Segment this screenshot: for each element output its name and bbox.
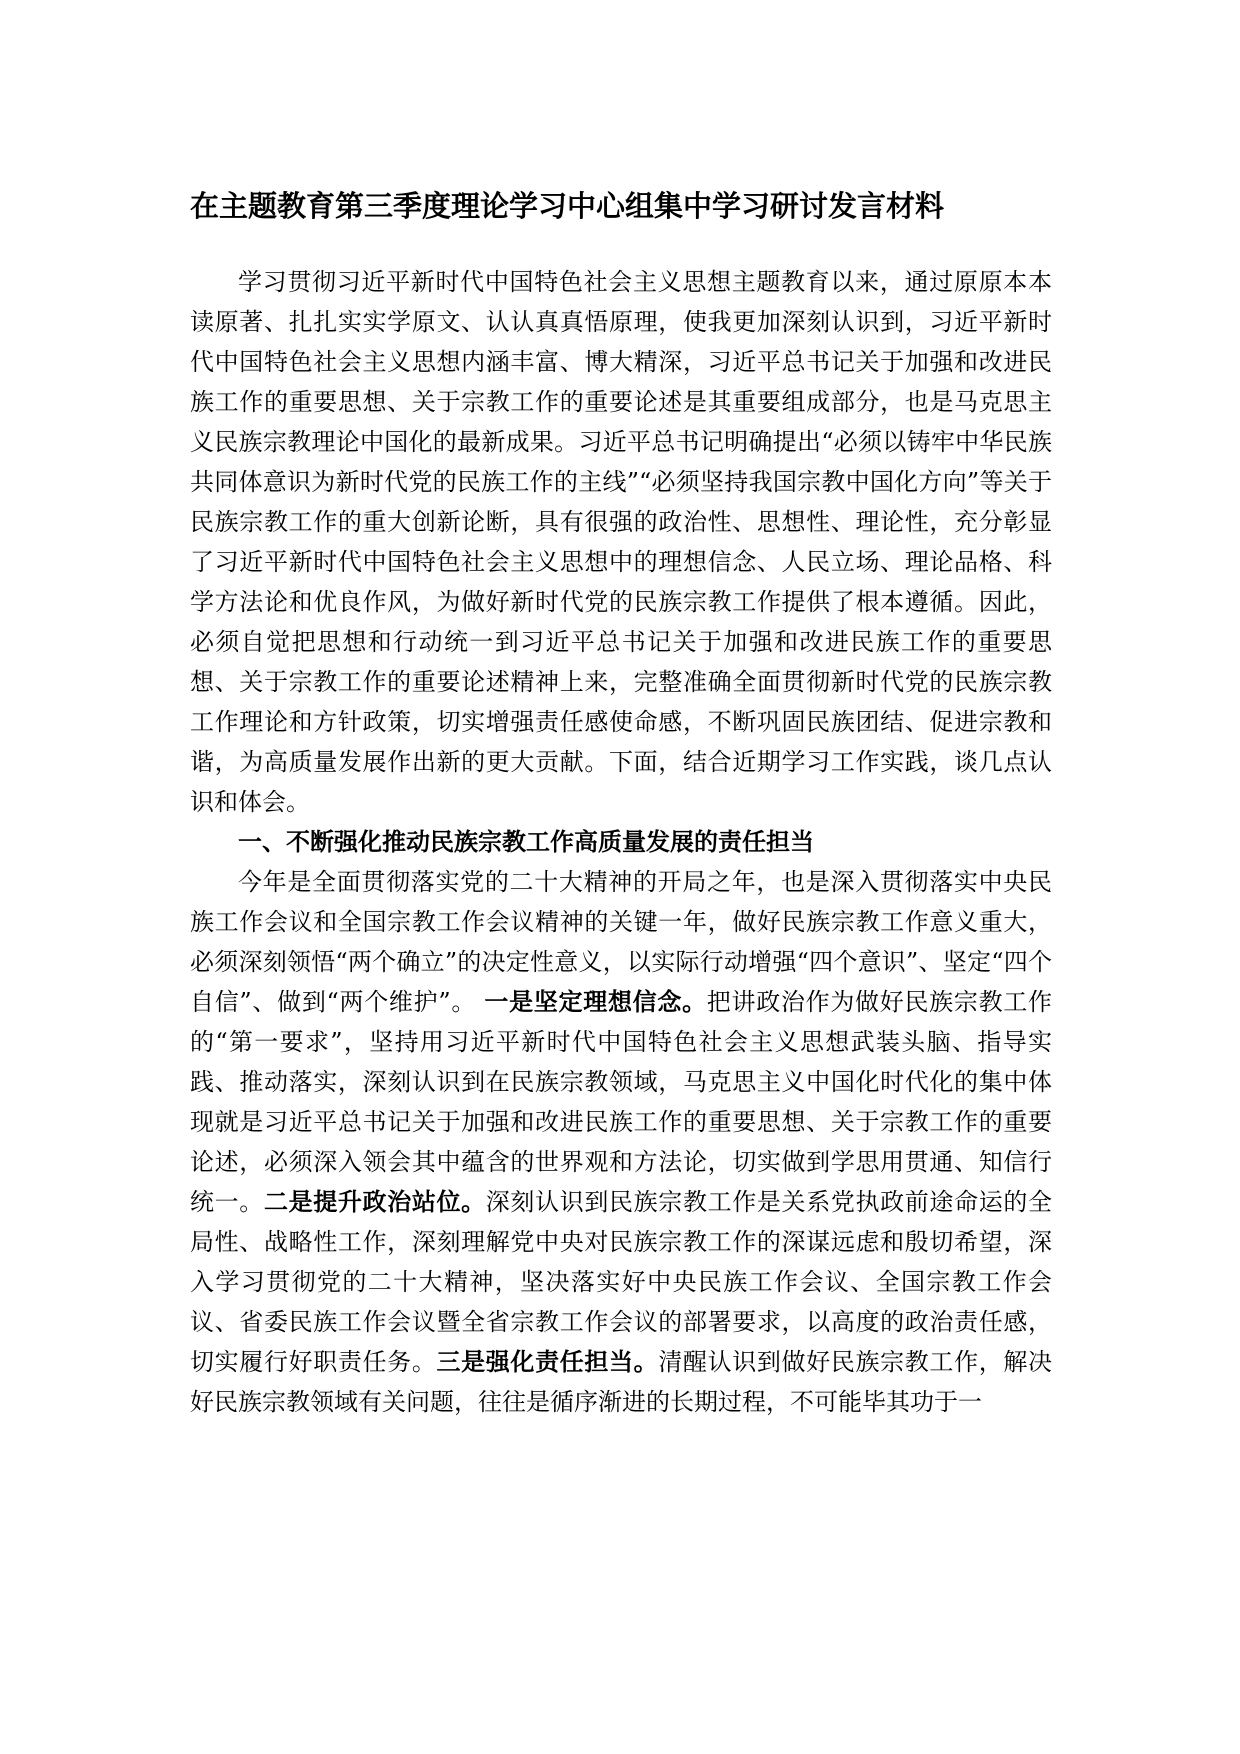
section-1-text-4: 清醒认识到做好民族宗教工作，解决好民族宗教领域有关问题，往往是循序渐进的长期过程，不可能毕其功于一 [190, 1348, 1053, 1416]
section-1-text-1: 今年是全面贯彻落实党的二十大精神的开局之年，也是深入贯彻落实中央民族工作会议和全国宗教工作会议精神的关键一年，做好民族宗教工作意义重大，必须深刻领悟“两个确立”的决定性意义，以实际行动增强“四个意识”、坚定“四个自信”、做到“两个维护”。 [190, 868, 1052, 1016]
section-1-text-3: 深刻认识到民族宗教工作是关系党执政前途命运的全局性、战略性工作，深刻理解党中央对民族宗教工作的深谋远虑和殷切希望，深入学习贯彻党的二十大精神，坚决落实好中央民族工作会议、全国宗教工作会议、省委民族工作会议暨全省宗教工作会议的部署要求，以高度的政治责任感，切实履行好职责任务。 [190, 1188, 1053, 1376]
section-heading-1: 一、不断强化推动民族宗教工作高质量发展的责任担当 [238, 828, 814, 856]
point-1-label: 一是坚定理想信念。 [484, 988, 707, 1016]
section-1-text-2: 把讲政治作为做好民族宗教工作的“第一要求”，坚持用习近平新时代中国特色社会主义思想武装头脑、指导实践、推动落实，深刻认识到在民族宗教领域，马克思主义中国化时代化的集中体现就是习近平总书记关于加强和改进民族工作的重要思想、关于宗教工作的重要论述，必须深入领会其中蕴含的世界观和方法论，切实做到学思用贯通、知信行统一。 [190, 988, 1053, 1216]
document-body [190, 262, 1052, 1422]
intro-paragraph: 学习贯彻习近平新时代中国特色社会主义思想主题教育以来，通过原原本本读原著、扎扎实实学原文、认认真真悟原理，使我更加深刻认识到，习近平新时代中国特色社会主义思想内涵丰富、博大精深，习近平总书记关于加强和改进民族工作的重要思想、关于宗教工作的重要论述是其重要组成部分，也是马克思主义民族宗教理论中国化的最新成果。习近平总书记明确提出“必须以铸牢中华民族共同体意识为新时代党的民族工作的主线”“必须坚持我国宗教中国化方向”等关于民族宗教工作的重大创新论断，具有很强的政治性、思想性、理论性，充分彰显了习近平新时代中国特色社会主义思想中的理想信念、人民立场、理论品格、科学方法论和优良作风，为做好新时代党的民族宗教工作提供了根本遵循。因此，必须自觉把思想和行动统一到习近平总书记关于加强和改进民族工作的重要思想、关于宗教工作的重要论述精神上来，完整准确全面贯彻新时代党的民族宗教工作理论和方针政策，切实增强责任感使命感，不断巩固民族团结、促进宗教和谐，为高质量发展作出新的更大贡献。下面，结合近期学习工作实践，谈几点认识和体会。 [190, 268, 1052, 816]
section-1-paragraph [190, 862, 1052, 1422]
point-2-label: 二是提升政治站位。 [263, 1188, 486, 1216]
point-3-label: 三是强化责任担当。 [436, 1348, 659, 1376]
document-title: 在主题教育第三季度理论学习中心组集中学习研讨发言材料 [190, 189, 945, 223]
